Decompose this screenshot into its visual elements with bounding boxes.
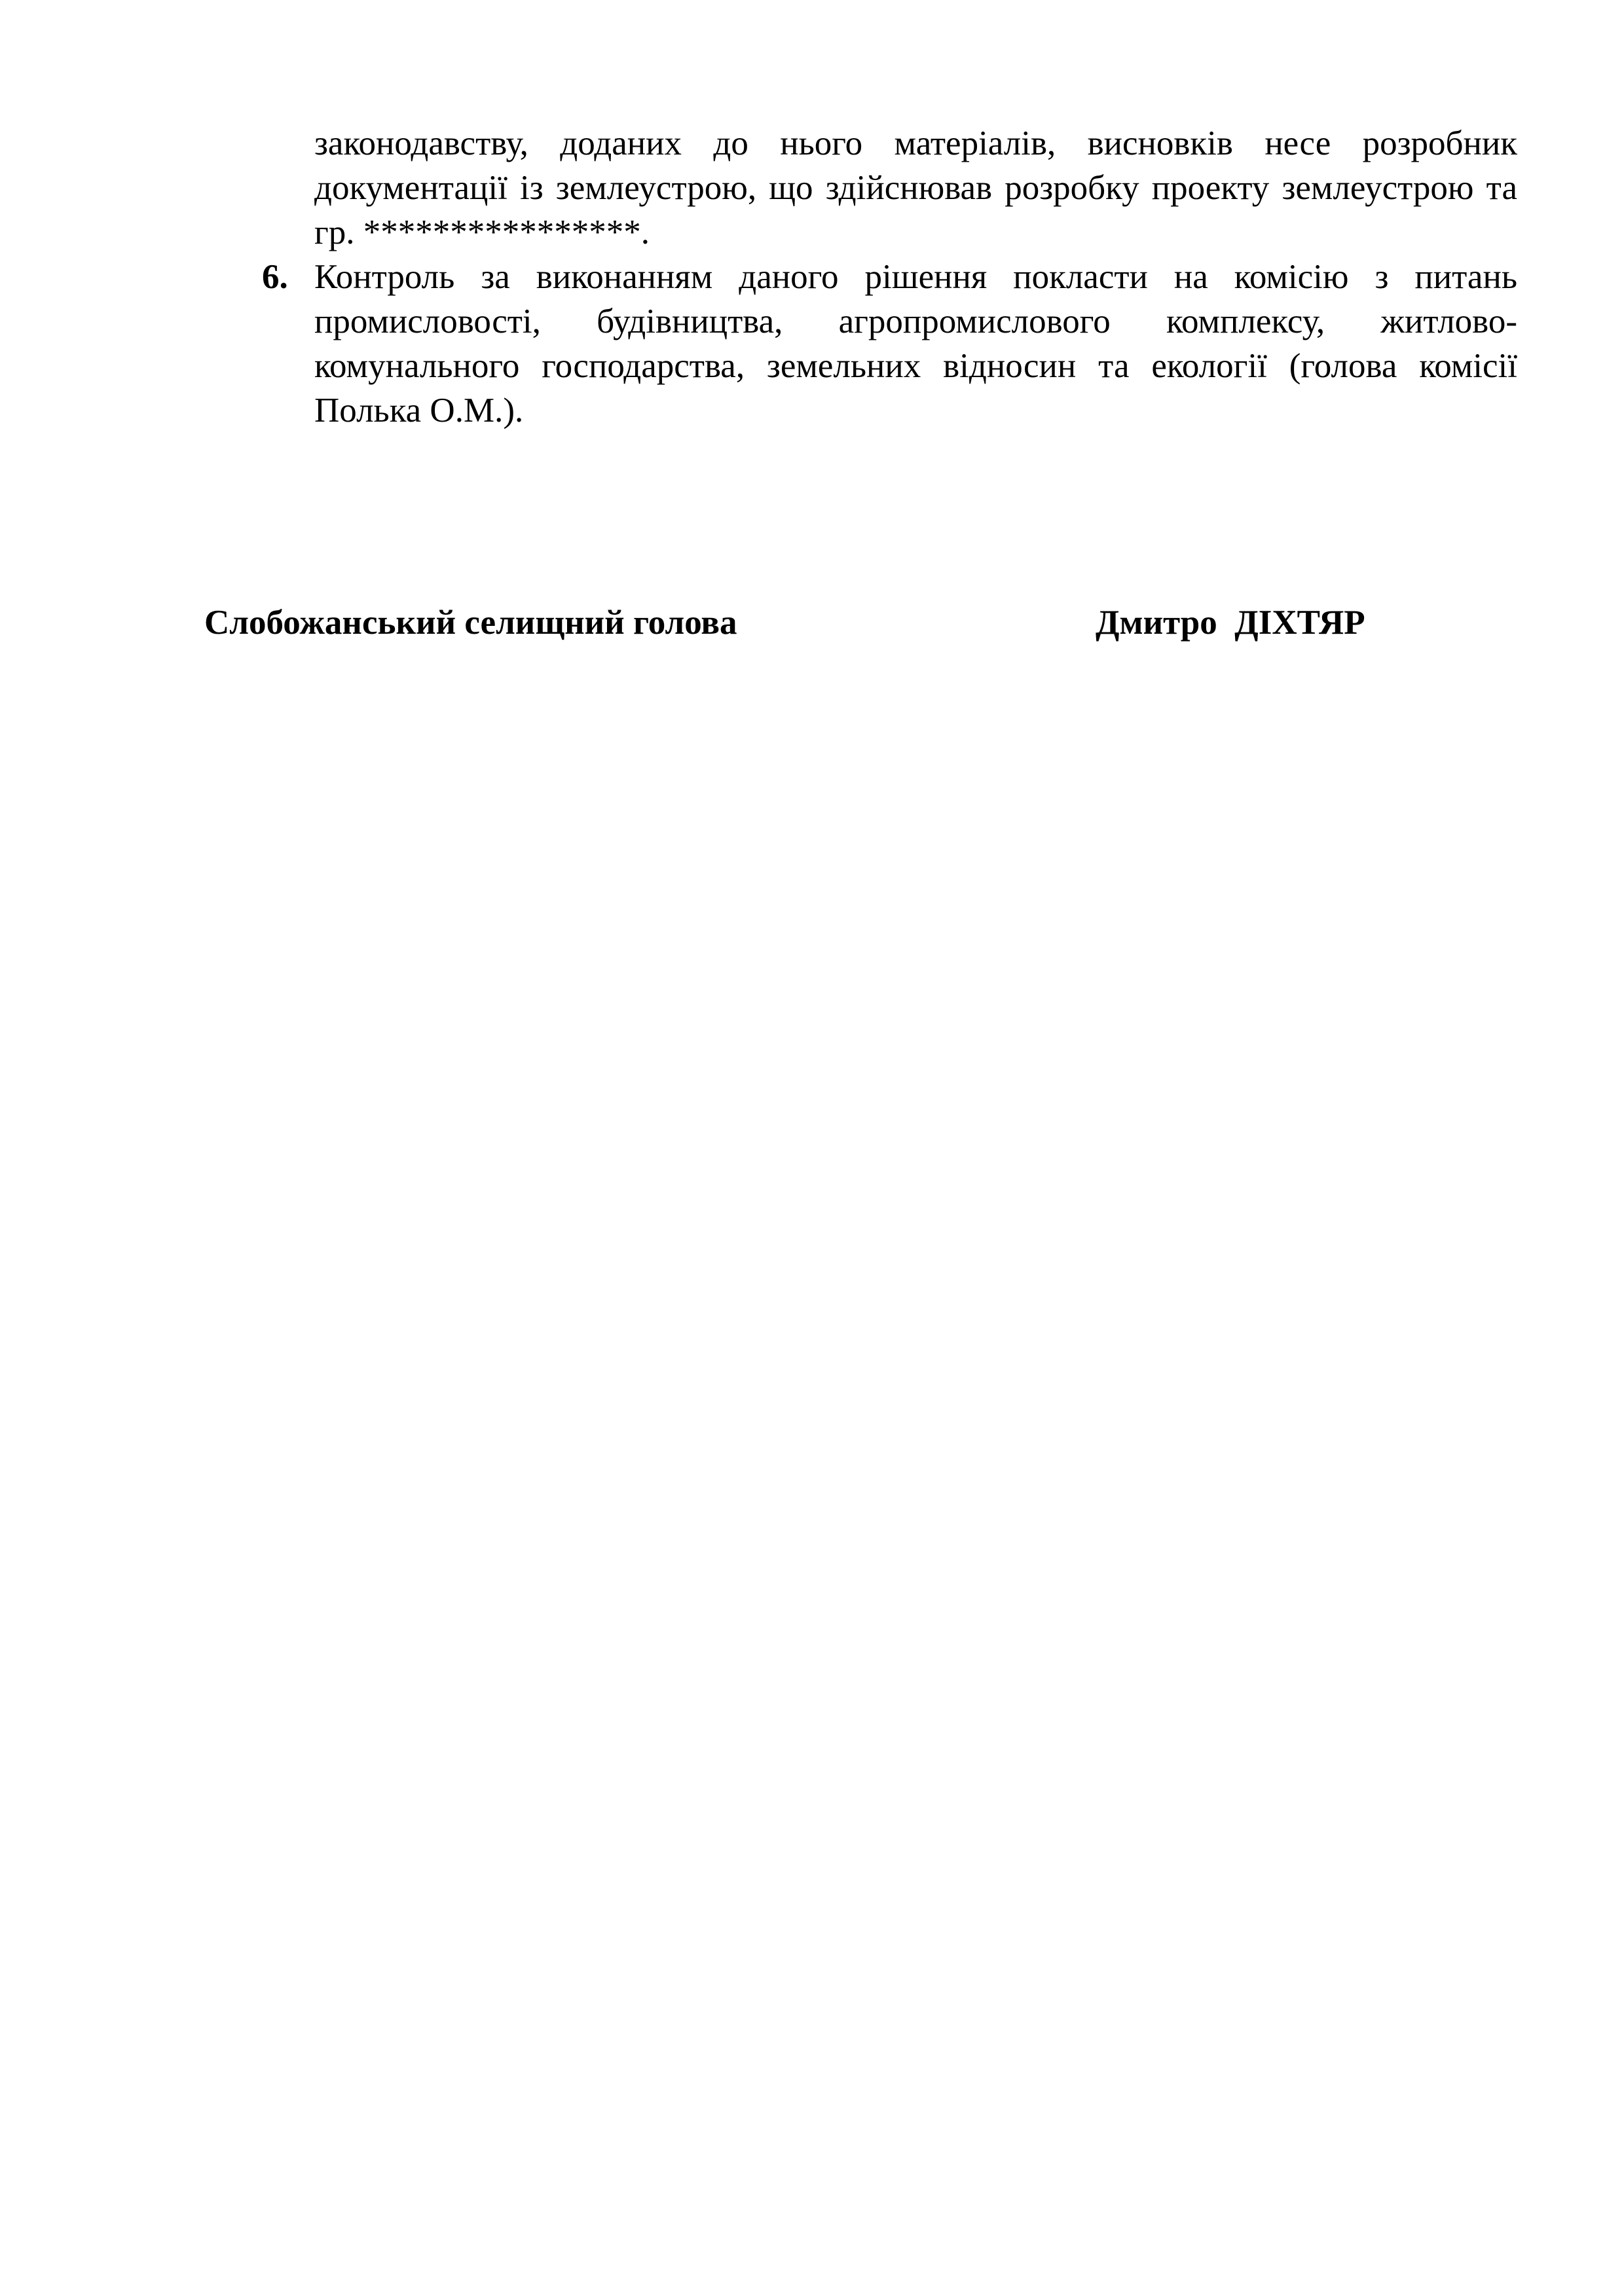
signature-title: Слобожанський селищний голова (204, 604, 737, 642)
signature-name: Дмитро ДІХТЯР (1096, 604, 1365, 642)
item-6-text: Контроль за виконанням даного рішення покласти на комісію з питань промисловості, будівництва, агропромислового комплексу, житлово-комунального господарства, земельних відносин та екології (голова комісії Полька О.М.). (314, 258, 1517, 429)
continued-paragraph: законодавству, доданих до нього матеріалів, висновків несе розробник документації із землеустрою, що здійснював розробку проекту землеустрою та гр. ****************. (314, 124, 1517, 251)
item-6-number: 6. (262, 258, 288, 296)
